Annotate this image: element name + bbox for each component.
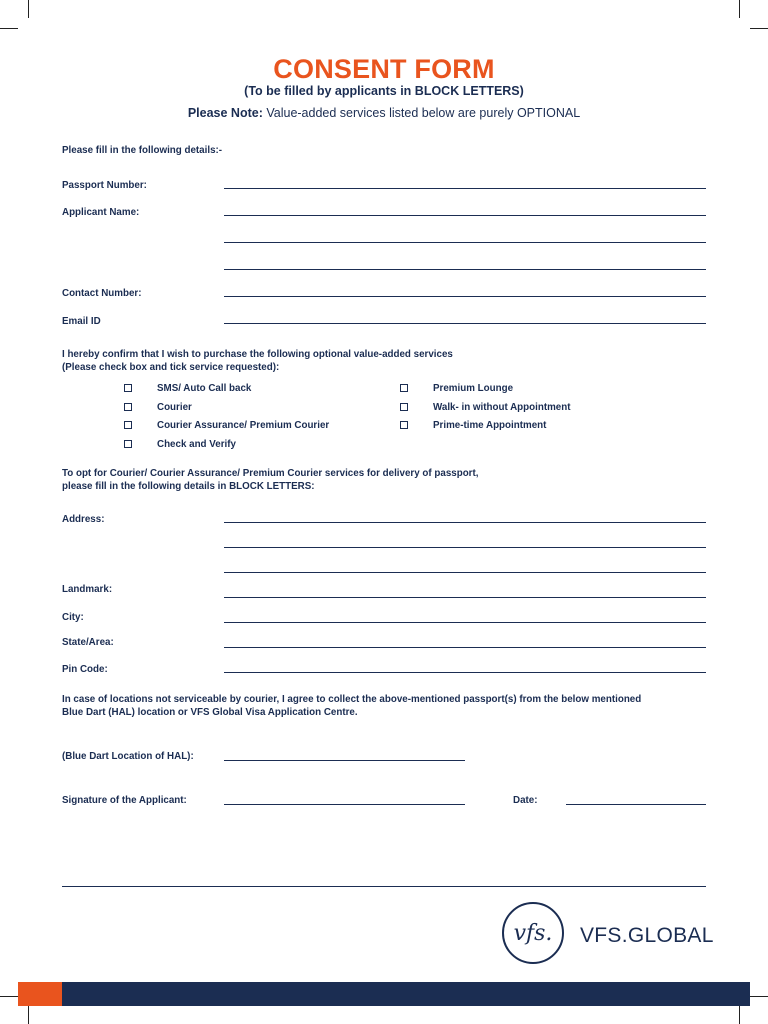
crop-mark bbox=[0, 996, 18, 997]
page-title: CONSENT FORM bbox=[273, 54, 495, 84]
vfs-logo-icon bbox=[502, 902, 564, 964]
crop-mark bbox=[750, 996, 768, 997]
pin-label: Pin Code: bbox=[62, 664, 108, 675]
footer-divider bbox=[62, 886, 706, 887]
applicant-name-field[interactable] bbox=[224, 215, 706, 216]
crop-mark bbox=[28, 0, 29, 18]
email-field[interactable] bbox=[224, 323, 706, 324]
email-label: Email ID bbox=[62, 316, 101, 327]
details-intro: Please fill in the following details:- bbox=[62, 145, 223, 156]
signature-label: Signature of the Applicant: bbox=[62, 795, 187, 806]
contact-field[interactable] bbox=[224, 296, 706, 297]
state-field[interactable] bbox=[224, 647, 706, 648]
logo-mark: vfs. bbox=[513, 920, 553, 946]
city-field[interactable] bbox=[224, 622, 706, 623]
bluedart-field[interactable] bbox=[224, 760, 465, 761]
vfs-global-wordmark: VFS.GLOBAL bbox=[580, 924, 714, 947]
note-label: Please Note: bbox=[187, 106, 263, 120]
passport-field[interactable] bbox=[224, 188, 706, 189]
sms-checkbox[interactable] bbox=[124, 384, 132, 392]
landmark-label: Landmark: bbox=[62, 584, 113, 595]
services-intro-line1: I hereby confirm that I wish to purchase the following optional value-added services bbox=[62, 349, 453, 360]
applicant-name-field-line2[interactable] bbox=[224, 242, 706, 243]
applicant-name-field-line3[interactable] bbox=[224, 269, 706, 270]
service-label: Check and Verify bbox=[157, 439, 236, 450]
crop-mark bbox=[0, 28, 18, 29]
prime-time-checkbox[interactable] bbox=[400, 421, 408, 429]
address-label: Address: bbox=[62, 514, 105, 525]
address-field[interactable] bbox=[224, 522, 706, 523]
delivery-intro-line2: please fill in the following details in BLOCK LETTERS: bbox=[62, 481, 315, 492]
signature-field[interactable] bbox=[224, 804, 465, 805]
city-label: City: bbox=[62, 612, 84, 623]
date-field[interactable] bbox=[566, 804, 706, 805]
crop-mark bbox=[750, 28, 768, 29]
service-label: SMS/ Auto Call back bbox=[157, 383, 252, 394]
address-field-line2[interactable] bbox=[224, 547, 706, 548]
footer-accent-bar bbox=[18, 982, 62, 1006]
services-intro-line2: (Please check box and tick service requested): bbox=[62, 362, 280, 373]
delivery-intro bbox=[62, 467, 478, 493]
optional-note bbox=[0, 106, 768, 120]
footer-bar bbox=[62, 982, 750, 1006]
courier-assurance-checkbox[interactable] bbox=[124, 421, 132, 429]
courier-checkbox[interactable] bbox=[124, 403, 132, 411]
note-text: Value-added services listed below are purely OPTIONAL bbox=[262, 106, 581, 120]
service-label: Prime-time Appointment bbox=[433, 420, 547, 431]
collection-note bbox=[62, 693, 641, 719]
premium-lounge-checkbox[interactable] bbox=[400, 384, 408, 392]
date-label: Date: bbox=[513, 795, 538, 806]
walk-in-checkbox[interactable] bbox=[400, 403, 408, 411]
service-label: Walk- in without Appointment bbox=[433, 402, 571, 413]
collection-note-line2: Blue Dart (HAL) location or VFS Global Visa Application Centre. bbox=[62, 707, 358, 718]
crop-mark bbox=[28, 1006, 29, 1024]
address-field-line3[interactable] bbox=[224, 572, 706, 573]
crop-mark bbox=[739, 0, 740, 18]
service-label: Courier Assurance/ Premium Courier bbox=[157, 420, 330, 431]
passport-label: Passport Number: bbox=[62, 180, 147, 191]
page-subtitle: (To be filled by applicants in BLOCK LETTERS) bbox=[244, 84, 524, 98]
state-label: State/Area: bbox=[62, 637, 114, 648]
contact-label: Contact Number: bbox=[62, 288, 142, 299]
service-label: Premium Lounge bbox=[433, 383, 514, 394]
collection-note-line1: In case of locations not serviceable by courier, I agree to collect the above-mentioned passport(s) from the below mentioned bbox=[62, 694, 642, 705]
landmark-field[interactable] bbox=[224, 597, 706, 598]
applicant-name-label: Applicant Name: bbox=[62, 207, 140, 218]
pin-field[interactable] bbox=[224, 672, 706, 673]
check-verify-checkbox[interactable] bbox=[124, 440, 132, 448]
delivery-intro-line1: To opt for Courier/ Courier Assurance/ Premium Courier services for delivery of passport, bbox=[62, 468, 479, 479]
services-intro bbox=[62, 348, 453, 374]
service-label: Courier bbox=[157, 402, 192, 413]
crop-mark bbox=[739, 1006, 740, 1024]
bluedart-label: (Blue Dart Location of HAL): bbox=[62, 751, 194, 762]
